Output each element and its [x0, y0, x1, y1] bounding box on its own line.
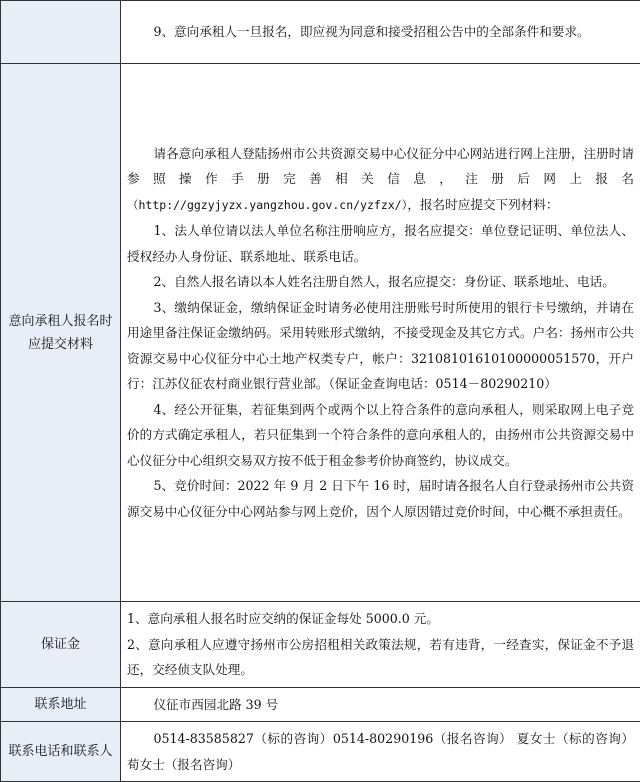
contact-content: [121, 722, 640, 782]
deposit-item-2: 2、意向承租人应遵守扬州市公房招租相关政策法规，若有违背，一经查实，保证金不予退还，交经侦支队处理。: [127, 632, 634, 683]
row-materials: [1, 64, 640, 602]
materials-item-4: 4、经公开征集，若征集到两个或两个以上符合条件的意向承租人，则采取网上电子竞价的方式确定承租人，若只征集到一个符合条件的意向承租人的，由扬州市公共资源交易中心仪征分中心组织交易双方按不低于租金参考价协商签约，协议成交。: [127, 397, 634, 474]
materials-content: [121, 64, 640, 602]
address-label: 联系地址: [1, 687, 121, 722]
deposit-item-1: 1、意向承租人报名时应交纳的保证金每处 5000.0 元。: [127, 606, 634, 632]
row-contact: [1, 722, 640, 782]
materials-item-2: 2、自然人报名请以本人姓名注册自然人，报名应提交：身份证、联系地址、电话。: [127, 269, 634, 295]
row-terms-content: [121, 1, 640, 64]
contact-value: 0514-83585827（标的咨询）0514-80290196（报名咨询） 夏女士（标的咨询） 荀女士（报名咨询）: [127, 726, 634, 777]
row-terms: [1, 1, 640, 64]
materials-label: 意向承租人报名时应提交材料: [1, 64, 121, 602]
materials-item-3: 3、缴纳保证金，缴纳保证金时请务必使用注册账号时所使用的银行卡号缴纳，并请在用途里备注保证金缴纳码。采用转账形式缴纳，不接受现金及其它方式。户名：扬州市公共资源交易中心仪征分中心土地产权类专户，帐户：32108101610100000051570，开户行：江苏仪征农村商业银行营业部。（保证金查询电话：0514－80290210）: [127, 295, 634, 397]
registration-link[interactable]: （http://ggzyjyzx.yangzhou.gov.cn/yzfzx/）: [127, 198, 407, 212]
address-content: [121, 687, 640, 722]
contact-label: 联系电话和联系人: [1, 722, 121, 782]
row-terms-label: [1, 1, 121, 64]
materials-item-5: 5、竞价时间：2022 年 9 月 2 日下午 16 时，届时请各报名人自行登录扬州市公共资源交易中心仪征分中心网站参与网上竞价，因个人原因错过竞价时间，中心概不承担责任。: [127, 473, 634, 524]
materials-intro: 请各意向承租人登陆扬州市公共资源交易中心仪征分中心网站进行网上注册，注册时请参照操作手册完善相关信息，注册后网上报名（http://ggzyjyzx.yangzhou.gov.cn/yzfzx/），报名时应提交下列材料：: [127, 141, 634, 219]
address-value: 仪征市西园北路 39 号: [127, 692, 634, 718]
deposit-content: [121, 602, 640, 688]
terms-item-9: 9、意向承租人一旦报名，即应视为同意和接受招租公告中的全部条件和要求。: [127, 19, 634, 45]
row-deposit: [1, 602, 640, 688]
row-address: [1, 687, 640, 722]
deposit-label: 保证金: [1, 602, 121, 688]
materials-item-1: 1、法人单位请以法人单位名称注册响应方，报名应提交：单位登记证明、单位法人、授权经办人身份证、联系地址、联系电话。: [127, 218, 634, 269]
